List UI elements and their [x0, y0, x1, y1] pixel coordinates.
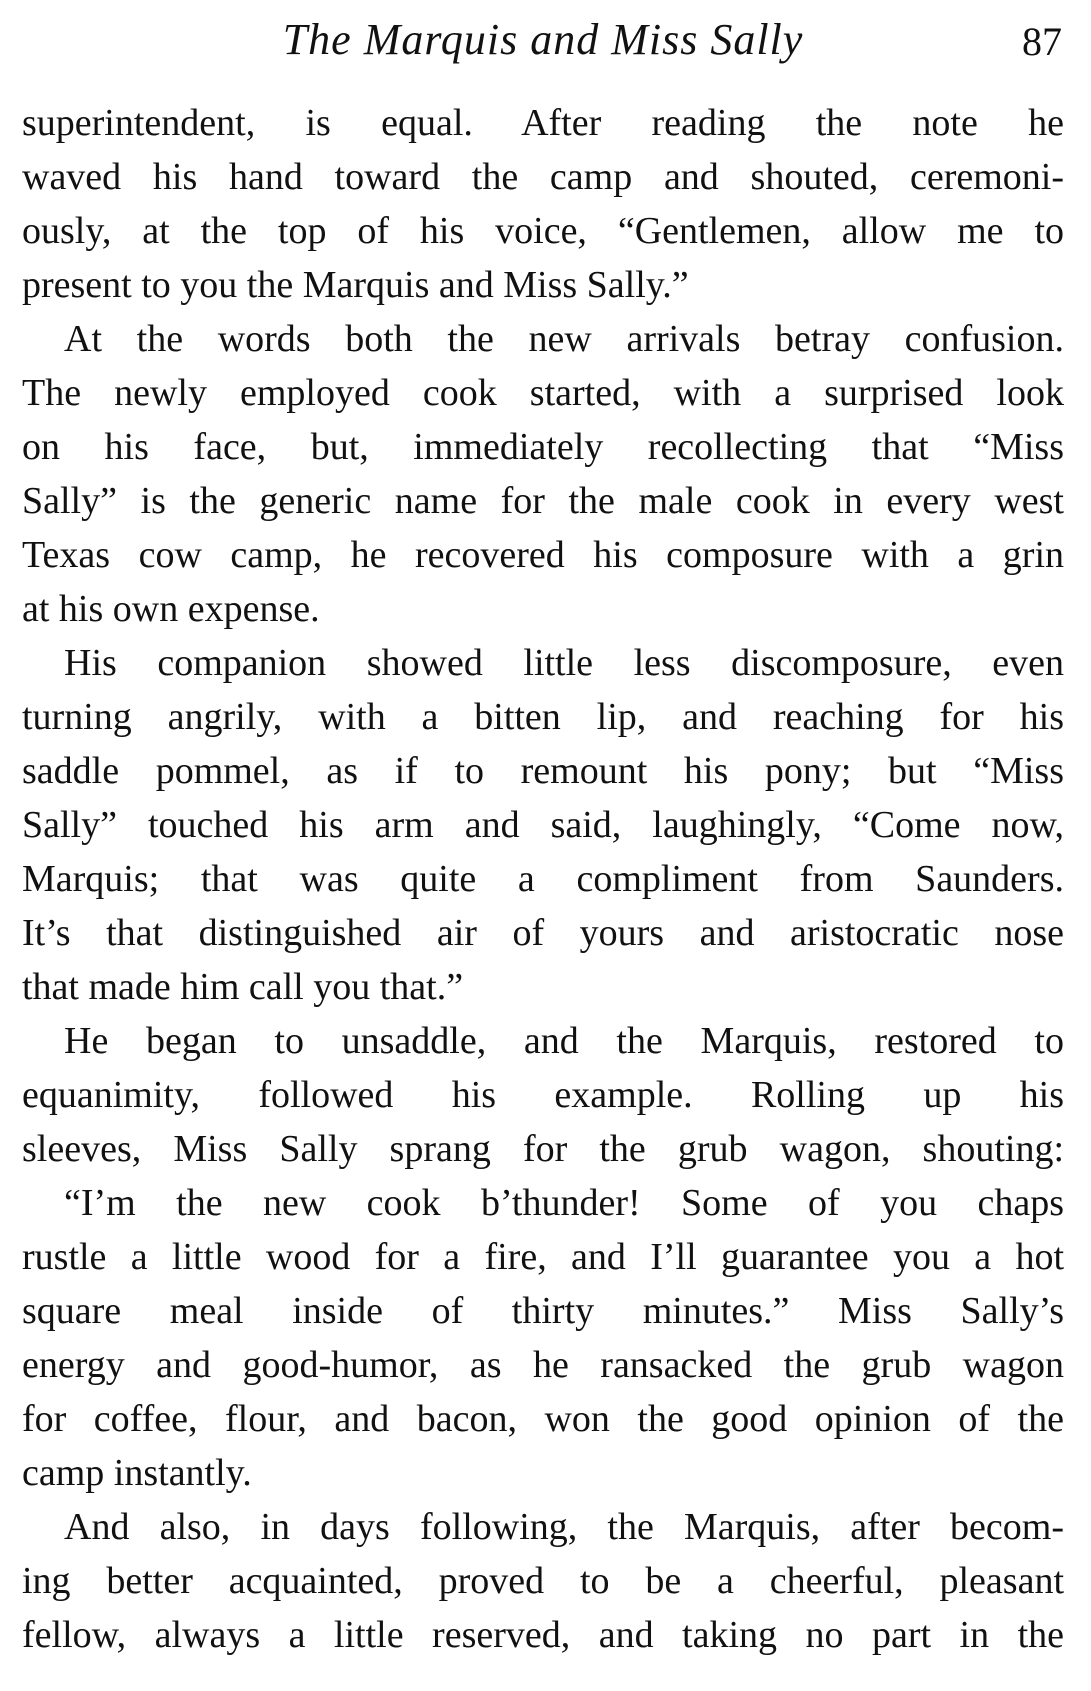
- paragraph-4: [22, 1014, 1064, 1176]
- running-head: [22, 0, 1064, 78]
- text-line: at his own expense.: [22, 588, 320, 630]
- text-line: “I’m the new cook b’thunder! Some of you chaps: [64, 1182, 1064, 1224]
- text-line: The newly employed cook started, with a surprised look: [22, 372, 1064, 414]
- text-line: Texas cow camp, he recovered his composure with a grin: [22, 534, 1064, 576]
- text-line: sleeves, Miss Sally sprang for the grub wagon, shouting:: [22, 1128, 1064, 1170]
- paragraph-6: [22, 1500, 1064, 1662]
- text-line: ing better acquainted, proved to be a cheerful, pleasant: [22, 1560, 1064, 1602]
- text-line: energy and good-humor, as he ransacked the grub wagon: [22, 1344, 1064, 1386]
- paragraph-3: [22, 636, 1064, 1014]
- text-line: He began to unsaddle, and the Marquis, restored to: [64, 1020, 1064, 1062]
- text-line: Marquis; that was quite a compliment from Saunders.: [22, 858, 1064, 900]
- text-line: At the words both the new arrivals betray confusion.: [64, 318, 1064, 360]
- text-line: Sally” touched his arm and said, laughingly, “Come now,: [22, 804, 1064, 846]
- text-line: camp instantly.: [22, 1452, 252, 1494]
- text-line: equanimity, followed his example. Rolling up his: [22, 1074, 1064, 1116]
- paragraph-1: [22, 96, 1064, 312]
- text-line: present to you the Marquis and Miss Sally.”: [22, 264, 689, 306]
- paragraph-5: [22, 1176, 1064, 1500]
- text-line: saddle pommel, as if to remount his pony; but “Miss: [22, 750, 1064, 792]
- text-line: on his face, but, immediately recollecting that “Miss: [22, 426, 1064, 468]
- text-line: Sally” is the generic name for the male cook in every west: [22, 480, 1064, 522]
- running-title: The Marquis and Miss Sally: [282, 15, 804, 64]
- text-line: His companion showed little less discomposure, even: [64, 642, 1064, 684]
- book-page: [22, 0, 1064, 1691]
- text-line: ously, at the top of his voice, “Gentlemen, allow me to: [22, 210, 1064, 252]
- text-line: for coffee, flour, and bacon, won the good opinion of the: [22, 1398, 1064, 1440]
- text-line: that made him call you that.”: [22, 966, 464, 1008]
- text-line: waved his hand toward the camp and shouted, ceremoni-: [22, 156, 1064, 198]
- text-line: And also, in days following, the Marquis, after becom-: [64, 1506, 1064, 1548]
- text-line: rustle a little wood for a fire, and I’ll guarantee you a hot: [22, 1236, 1064, 1278]
- text-line: square meal inside of thirty minutes.” Miss Sally’s: [22, 1290, 1064, 1332]
- text-line: fellow, always a little reserved, and taking no part in the: [22, 1614, 1064, 1656]
- text-line: turning angrily, with a bitten lip, and reaching for his: [22, 696, 1064, 738]
- page-number: 87: [1022, 19, 1062, 64]
- paragraph-2: [22, 312, 1064, 636]
- body-text: [22, 96, 1064, 1662]
- text-line: It’s that distinguished air of yours and aristocratic nose: [22, 912, 1064, 954]
- text-line: superintendent, is equal. After reading the note he: [22, 102, 1064, 144]
